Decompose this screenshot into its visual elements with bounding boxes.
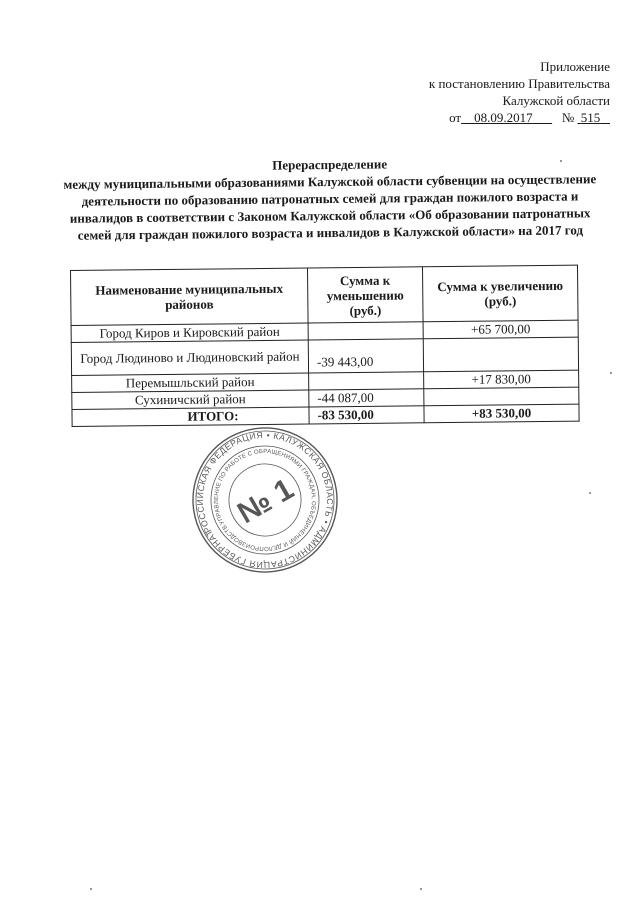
header-name: Наименование муниципальных районов <box>71 268 309 325</box>
official-seal-stamp <box>190 425 340 575</box>
total-increase: +83 530,00 <box>424 404 579 423</box>
appendix-date-line <box>429 109 610 126</box>
scan-speck <box>610 372 612 374</box>
scan-speck <box>560 160 562 162</box>
table-row <box>71 337 578 375</box>
row-increase <box>424 387 579 406</box>
appendix-region: Калужской области <box>502 93 610 108</box>
appendix-title: Приложение <box>540 59 610 74</box>
header-increase: Сумма к увеличению (руб.) <box>422 265 578 322</box>
title-heading: Перераспределение <box>272 156 388 173</box>
document-title <box>60 153 601 244</box>
row-increase: +65 700,00 <box>423 320 578 339</box>
scan-speck <box>589 492 591 494</box>
row-decrease: -44 087,00 <box>309 389 424 407</box>
header-decrease: Сумма к уменьшению (руб.) <box>307 267 423 323</box>
decree-date: 08.09.2017 <box>474 110 533 125</box>
appendix-block <box>429 58 610 126</box>
appendix-reference: к постановлению Правительства <box>428 76 610 91</box>
row-decrease: -39 443,00 <box>308 339 423 373</box>
seal-inner-text: УПРАВЛЕНИЕ ПО РАБОТЕ С ОБРАЩЕНИЯМИ ГРАЖДАН, ОБЪЕДИНЕНИЙ И ДЕЛОПРОИЗВОДСТВА <box>213 448 317 552</box>
number-sign: № <box>561 110 575 125</box>
seal-outer-text: РОССИЙСКАЯ ФЕДЕРАЦИЯ • КАЛУЖСКАЯ ОБЛАСТЬ • АДМИНИСТРАЦИЯ ГУБЕРНАТОРА <box>194 429 336 571</box>
seal-center-number: № 1 <box>232 472 300 531</box>
table-header-row <box>71 265 579 325</box>
scan-speck <box>90 888 92 890</box>
total-label: ИТОГО: <box>72 407 309 426</box>
title-subtitle: между муниципальными образованиями Калужской области субвенции на осуществление деятельности по образованию патронатных семей для граждан пожилого возраста и инвалидов в соответствии с Законом Калужской области «Об образовании патронатных семей для граждан пожилого возраста и инвалидов в Калужской области» на 2017 год <box>63 171 597 243</box>
row-increase <box>423 337 578 372</box>
row-decrease <box>309 372 424 390</box>
row-increase: +17 830,00 <box>424 370 579 389</box>
decree-number: 515 <box>580 110 601 125</box>
row-name: Город Киров и Кировский район <box>71 323 308 342</box>
row-name: Город Людиново и Людиновский район <box>71 340 308 375</box>
scan-speck <box>420 888 422 890</box>
row-decrease <box>308 322 423 340</box>
total-decrease: -83 530,00 <box>309 406 424 424</box>
row-name: Сухиничский район <box>72 390 309 409</box>
row-name: Перемышльский район <box>72 373 309 392</box>
redistribution-table <box>70 265 580 427</box>
from-label: от <box>449 110 462 125</box>
